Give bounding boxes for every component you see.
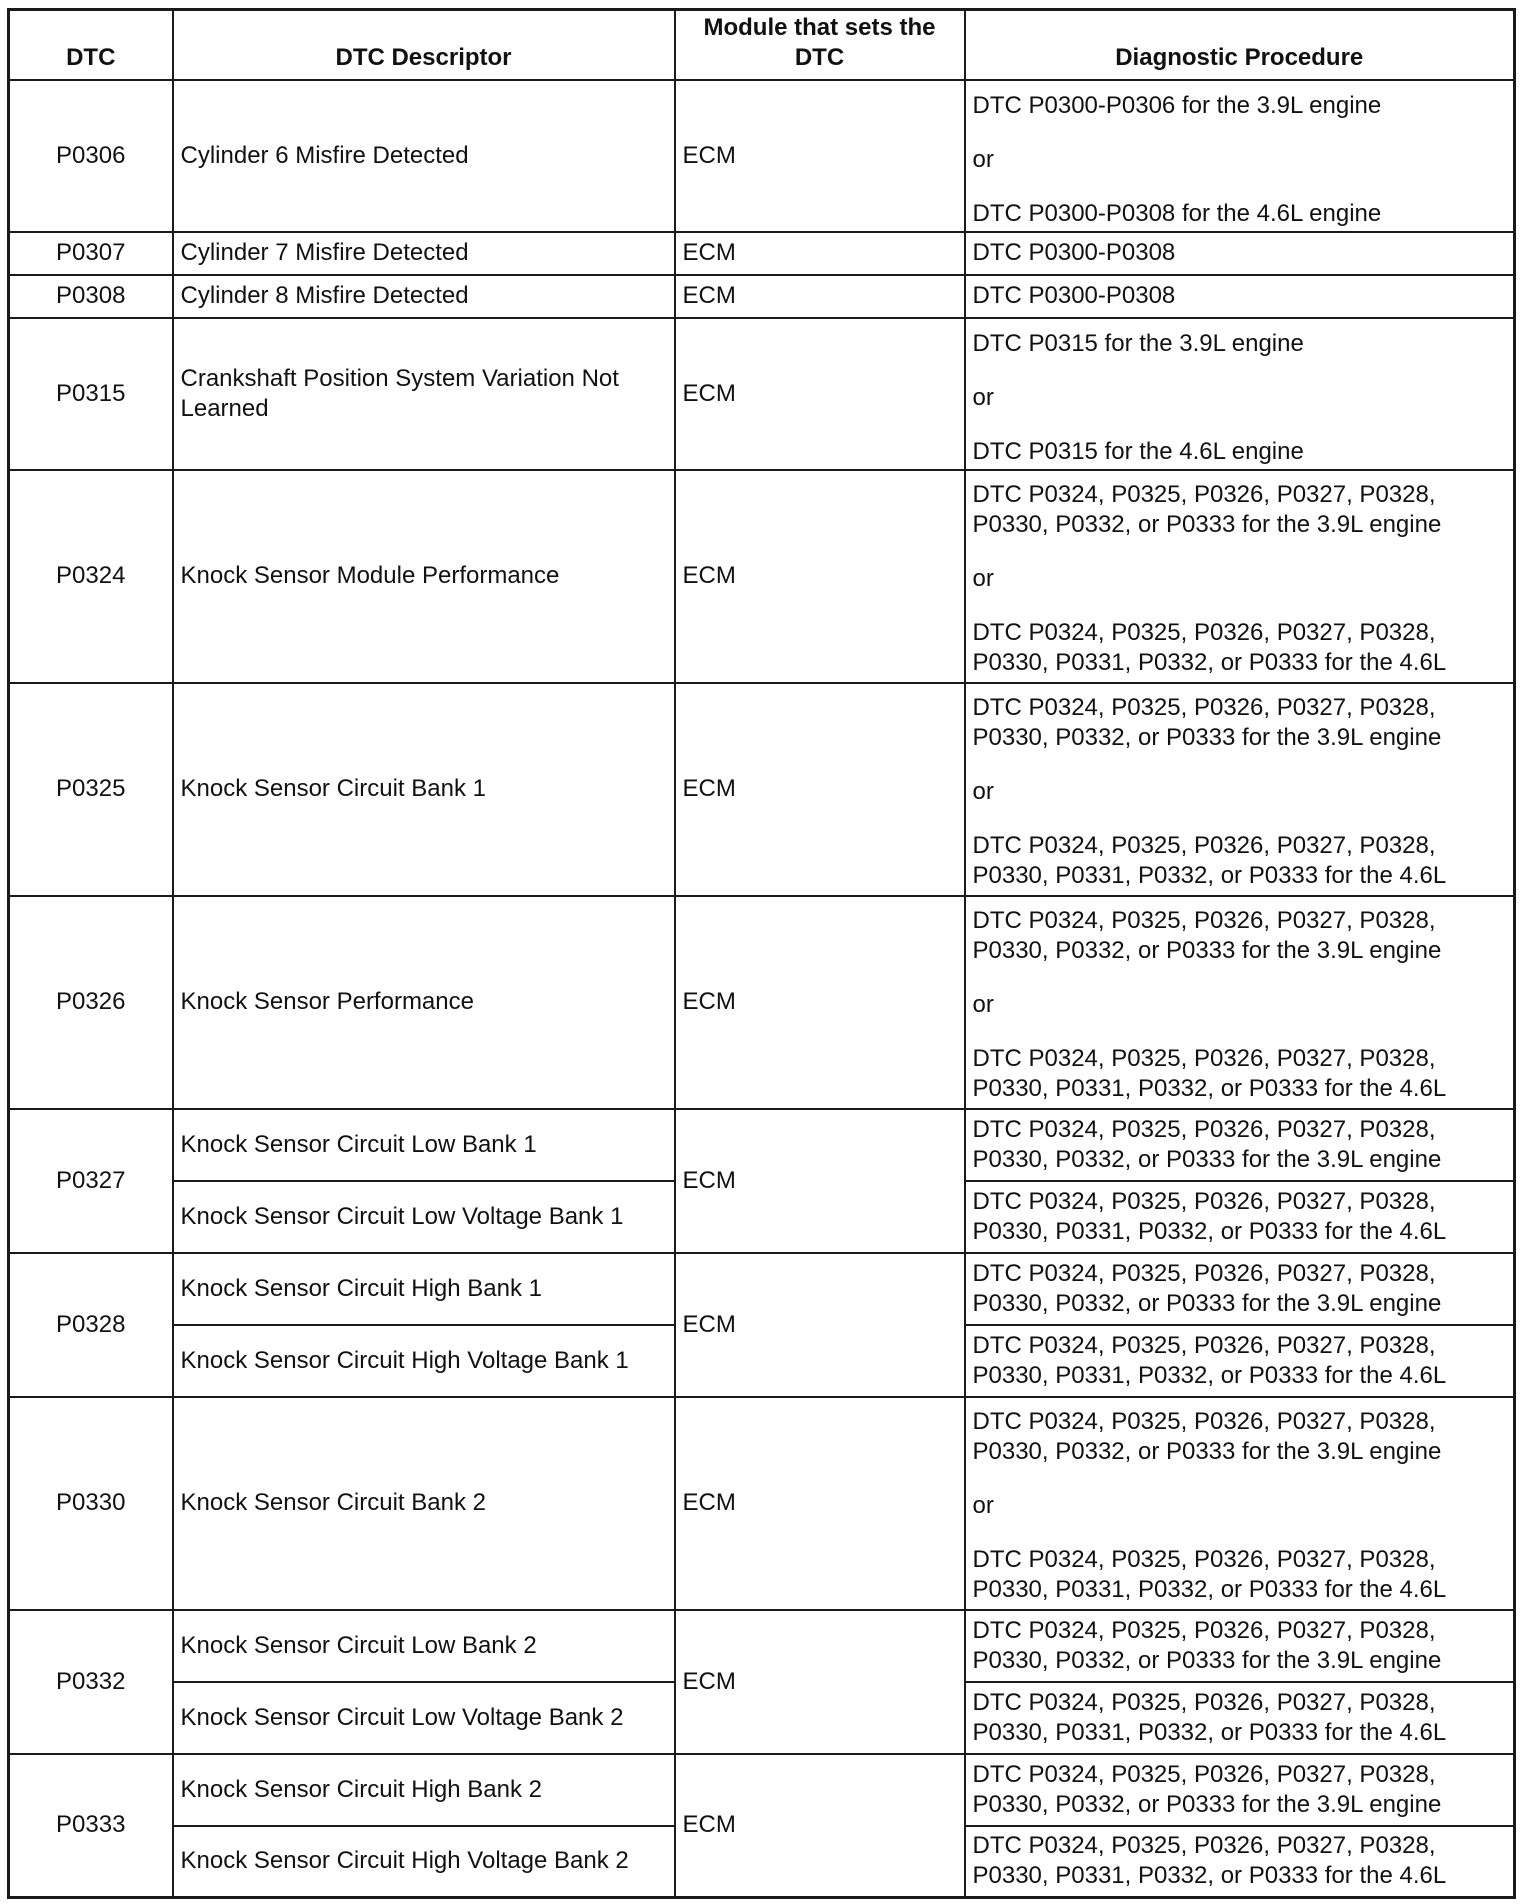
dtc-descriptor: Knock Sensor Circuit Low Bank 2 <box>173 1610 675 1682</box>
table-row <box>9 1253 1515 1325</box>
dtc-module: ECM <box>675 1109 965 1253</box>
table-row <box>9 896 1515 1109</box>
procedure-line: DTC P0300-P0306 for the 3.9L engine <box>972 91 1382 119</box>
procedure-line: DTC P0324, P0325, P0326, P0327, P0328, P0330, P0332, or P0333 for the 3.9L engine <box>972 694 1442 751</box>
diagnostic-procedure: DTC P0324, P0325, P0326, P0327, P0328, P0330, P0332, or P0333 for the 3.9L engine <box>965 1754 1515 1826</box>
procedure-line: or <box>972 565 994 592</box>
diagnostic-procedure: DTC P0324, P0325, P0326, P0327, P0328, P0330, P0331, P0332, or P0333 for the 4.6L <box>965 1325 1515 1397</box>
dtc-code: P0308 <box>9 275 173 318</box>
procedure-line: or <box>972 145 994 173</box>
procedure-line: DTC P0324, P0325, P0326, P0327, P0328, P0330, P0332, or P0333 for the 3.9L engine <box>972 907 1442 964</box>
table-row <box>9 80 1515 232</box>
dtc-code: P0324 <box>9 470 173 683</box>
dtc-module: ECM <box>675 1610 965 1754</box>
dtc-descriptor: Cylinder 6 Misfire Detected <box>173 80 675 232</box>
procedure-line: DTC P0324, P0325, P0326, P0327, P0328, P0330, P0331, P0332, or P0333 for the 4.6L <box>972 619 1447 676</box>
dtc-module: ECM <box>675 683 965 896</box>
dtc-descriptor: Knock Sensor Circuit Low Voltage Bank 2 <box>173 1682 675 1754</box>
procedure-line: or <box>972 1492 994 1519</box>
dtc-code: P0327 <box>9 1109 173 1253</box>
procedure-line: or <box>972 778 994 805</box>
dtc-descriptor: Knock Sensor Circuit Bank 2 <box>173 1397 675 1610</box>
diagnostic-procedure: DTC P0324, P0325, P0326, P0327, P0328, P0330, P0332, or P0333 for the 3.9L engine <box>965 1253 1515 1325</box>
dtc-descriptor: Knock Sensor Circuit Low Bank 1 <box>173 1109 675 1181</box>
procedure-line: DTC P0324, P0325, P0326, P0327, P0328, P0330, P0332, or P0333 for the 3.9L engine <box>972 1408 1442 1465</box>
diagnostic-procedure <box>965 896 1515 1109</box>
table-row <box>9 1109 1515 1181</box>
table-row <box>9 1754 1515 1826</box>
diagnostic-procedure <box>965 318 1515 470</box>
header-module: Module that sets the DTC <box>675 10 965 80</box>
dtc-code: P0328 <box>9 1253 173 1397</box>
table-row <box>9 1397 1515 1610</box>
dtc-code: P0307 <box>9 232 173 275</box>
dtc-module: ECM <box>675 275 965 318</box>
procedure-line: DTC P0300-P0308 for the 4.6L engine <box>972 199 1382 227</box>
dtc-module: ECM <box>675 232 965 275</box>
header-descriptor: DTC Descriptor <box>173 10 675 80</box>
header-dtc: DTC <box>9 10 173 80</box>
dtc-module: ECM <box>675 1253 965 1397</box>
procedure-line: or <box>972 383 994 411</box>
dtc-module: ECM <box>675 896 965 1109</box>
dtc-descriptor: Cylinder 8 Misfire Detected <box>173 275 675 318</box>
table-row <box>9 1610 1515 1682</box>
table-row <box>9 275 1515 318</box>
table-row <box>9 470 1515 683</box>
dtc-code: P0325 <box>9 683 173 896</box>
dtc-descriptor: Crankshaft Position System Variation Not Learned <box>173 318 675 470</box>
dtc-code: P0330 <box>9 1397 173 1610</box>
dtc-descriptor: Knock Sensor Performance <box>173 896 675 1109</box>
dtc-descriptor: Knock Sensor Circuit High Bank 1 <box>173 1253 675 1325</box>
dtc-descriptor: Knock Sensor Circuit High Voltage Bank 2 <box>173 1826 675 1898</box>
dtc-code: P0332 <box>9 1610 173 1754</box>
diagnostic-procedure <box>965 470 1515 683</box>
diagnostic-procedure: DTC P0324, P0325, P0326, P0327, P0328, P0330, P0332, or P0333 for the 3.9L engine <box>965 1610 1515 1682</box>
dtc-descriptor: Cylinder 7 Misfire Detected <box>173 232 675 275</box>
dtc-module: ECM <box>675 1397 965 1610</box>
procedure-line: DTC P0324, P0325, P0326, P0327, P0328, P0330, P0331, P0332, or P0333 for the 4.6L <box>972 832 1447 889</box>
dtc-module: ECM <box>675 470 965 683</box>
diagnostic-procedure: DTC P0324, P0325, P0326, P0327, P0328, P0330, P0332, or P0333 for the 3.9L engine <box>965 1109 1515 1181</box>
dtc-descriptor: Knock Sensor Circuit High Bank 2 <box>173 1754 675 1826</box>
procedure-line: DTC P0324, P0325, P0326, P0327, P0328, P0330, P0331, P0332, or P0333 for the 4.6L <box>972 1546 1447 1603</box>
table-row <box>9 683 1515 896</box>
procedure-line: DTC P0315 for the 3.9L engine <box>972 329 1304 357</box>
dtc-descriptor: Knock Sensor Module Performance <box>173 470 675 683</box>
procedure-line: or <box>972 991 994 1018</box>
procedure-line: DTC P0324, P0325, P0326, P0327, P0328, P0330, P0331, P0332, or P0333 for the 4.6L <box>972 1045 1447 1102</box>
header-procedure: Diagnostic Procedure <box>965 10 1515 80</box>
diagnostic-procedure: DTC P0324, P0325, P0326, P0327, P0328, P0330, P0331, P0332, or P0333 for the 4.6L <box>965 1181 1515 1253</box>
table-row <box>9 318 1515 470</box>
diagnostic-procedure: DTC P0300-P0308 <box>965 275 1515 318</box>
dtc-table <box>7 8 1516 1899</box>
diagnostic-procedure: DTC P0324, P0325, P0326, P0327, P0328, P0330, P0331, P0332, or P0333 for the 4.6L <box>965 1682 1515 1754</box>
diagnostic-procedure: DTC P0300-P0308 <box>965 232 1515 275</box>
diagnostic-procedure <box>965 80 1515 232</box>
dtc-module: ECM <box>675 80 965 232</box>
dtc-descriptor: Knock Sensor Circuit Bank 1 <box>173 683 675 896</box>
diagnostic-procedure: DTC P0324, P0325, P0326, P0327, P0328, P0330, P0331, P0332, or P0333 for the 4.6L <box>965 1826 1515 1898</box>
dtc-code: P0333 <box>9 1754 173 1898</box>
diagnostic-procedure <box>965 683 1515 896</box>
dtc-code: P0315 <box>9 318 173 470</box>
dtc-descriptor: Knock Sensor Circuit High Voltage Bank 1 <box>173 1325 675 1397</box>
dtc-module: ECM <box>675 1754 965 1898</box>
dtc-code: P0306 <box>9 80 173 232</box>
table-row <box>9 232 1515 275</box>
dtc-descriptor: Knock Sensor Circuit Low Voltage Bank 1 <box>173 1181 675 1253</box>
dtc-code: P0326 <box>9 896 173 1109</box>
procedure-line: DTC P0315 for the 4.6L engine <box>972 437 1304 465</box>
header-row <box>9 10 1515 80</box>
dtc-module: ECM <box>675 318 965 470</box>
diagnostic-procedure <box>965 1397 1515 1610</box>
procedure-line: DTC P0324, P0325, P0326, P0327, P0328, P0330, P0332, or P0333 for the 3.9L engine <box>972 481 1442 538</box>
